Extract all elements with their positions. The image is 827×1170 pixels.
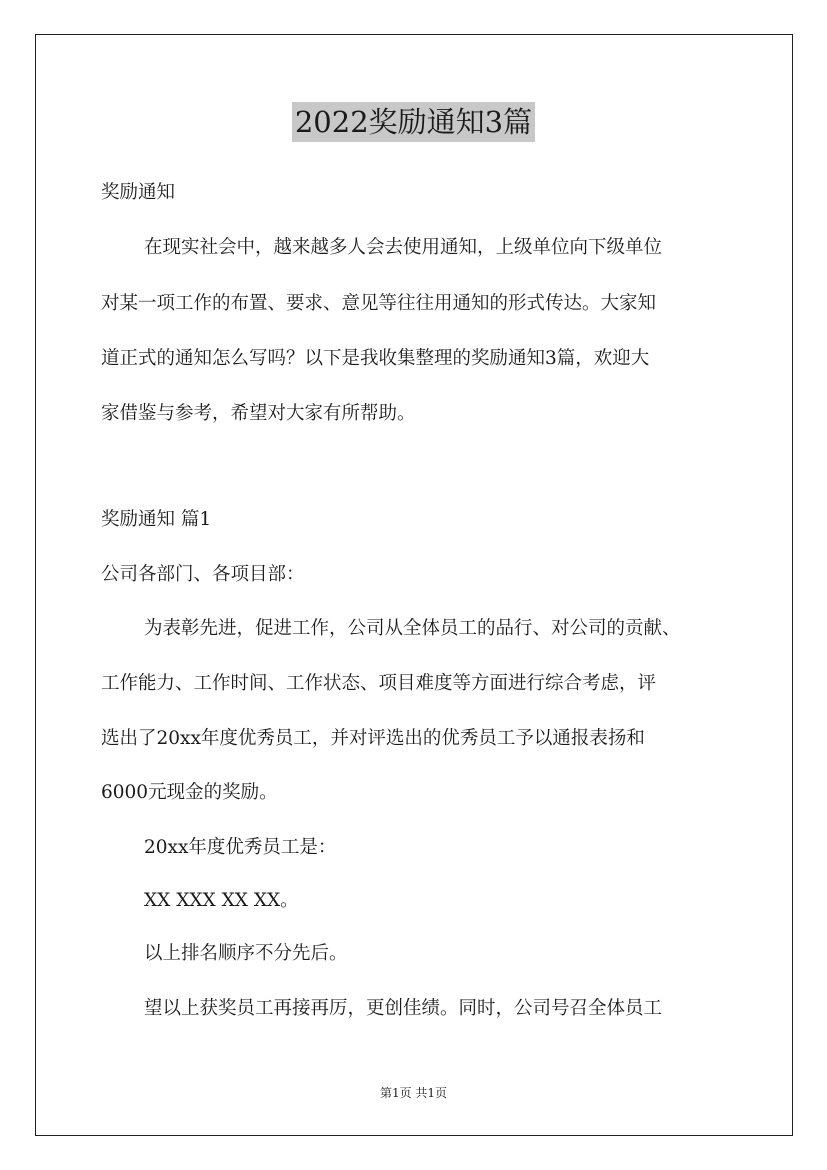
paragraph-line: 对某一项工作的布置、要求、意见等往往用通知的形式传达。大家知	[101, 293, 657, 314]
paragraph-line: 选出了20xx年度优秀员工，并对评选出的优秀员工予以通报表扬和	[101, 728, 645, 749]
paragraph-line: 以上排名顺序不分先后。	[144, 943, 348, 964]
section-heading: 奖励通知 篇1	[101, 509, 212, 530]
paragraph-line: 望以上获奖员工再接再厉，更创佳绩。同时，公司号召全体员工	[144, 998, 663, 1019]
page-footer: 第1页 共1页	[379, 1086, 448, 1100]
paragraph-line: 在现实社会中，越来越多人会去使用通知，上级单位向下级单位	[144, 237, 663, 258]
paragraph-line: XX XXX XX XX。	[144, 890, 299, 911]
paragraph-line: 道正式的通知怎么写吗？以下是我收集整理的奖励通知3篇，欢迎大	[101, 348, 650, 369]
title-container	[0, 102, 827, 142]
paragraph-line: 工作能力、工作时间、工作状态、项目难度等方面进行综合考虑，评	[101, 673, 657, 694]
section-heading: 奖励通知	[101, 182, 176, 203]
paragraph-line: 家借鉴与参考，希望对大家有所帮助。	[101, 403, 416, 424]
salutation-line: 公司各部门、各项目部：	[101, 564, 305, 585]
document-title: 2022奖励通知3篇	[292, 102, 535, 142]
paragraph-line: 为表彰先进，促进工作，公司从全体员工的品行、对公司的贡献、	[144, 618, 681, 639]
paragraph-line: 6000元现金的奖励。	[101, 782, 278, 803]
paragraph-line: 20xx年度优秀员工是：	[144, 837, 337, 858]
